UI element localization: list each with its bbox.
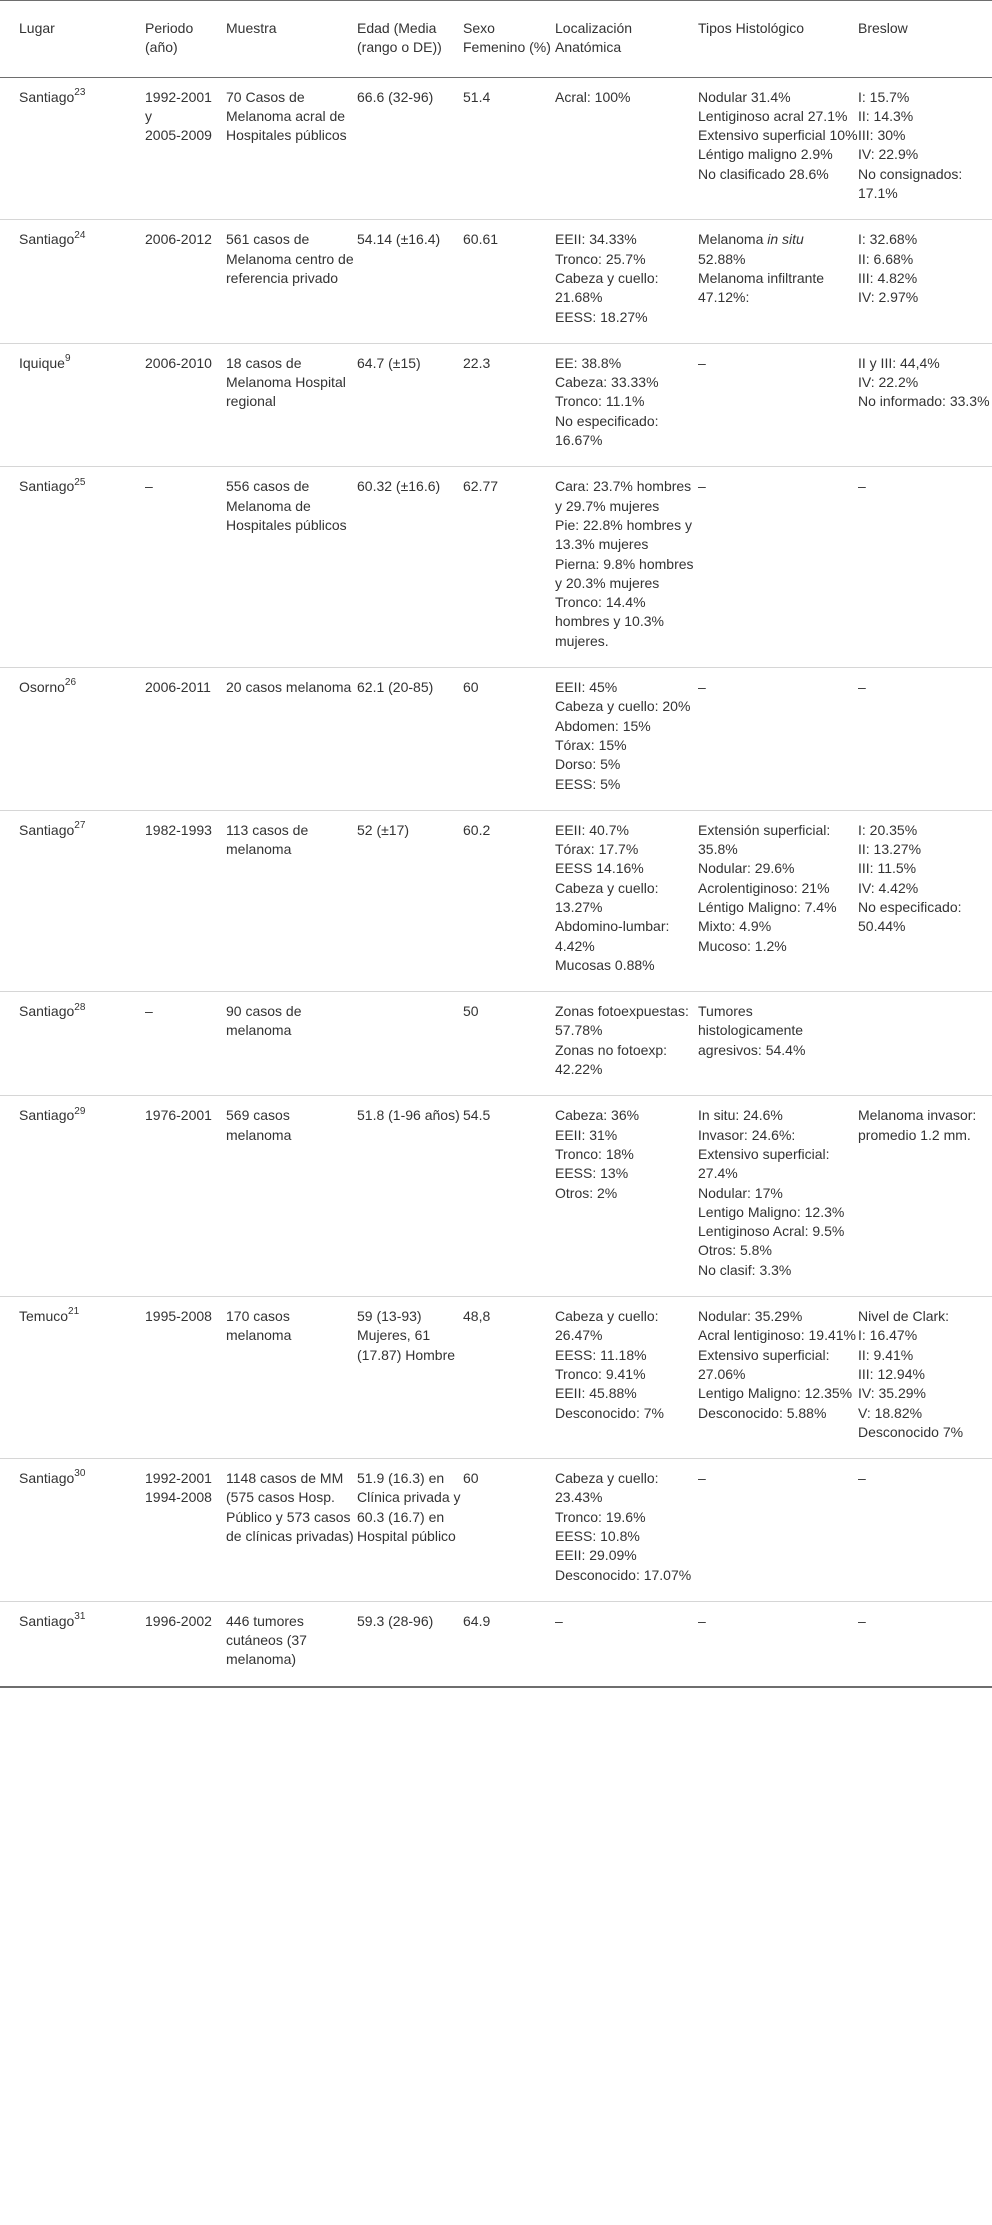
header-periodo: Periodo (año) — [145, 20, 194, 56]
period-line: 1992-2001 — [145, 1470, 212, 1487]
cell-edad: 62.1 (20-85) — [357, 679, 434, 696]
table-row — [0, 1297, 992, 1459]
cell-lugar — [0, 220, 145, 343]
breslow-line: V: 18.82% — [858, 1404, 923, 1421]
cell-muestra: 18 casos de Melanoma Hospital regional — [226, 354, 346, 410]
location-line: EEII: 40.7% — [555, 821, 629, 838]
cell-muestra: 170 casos melanoma — [226, 1308, 292, 1344]
histology-line: Invasor: 24.6%: — [698, 1126, 796, 1143]
histology-line: Mixto: 4.9% — [698, 918, 772, 935]
histology-line: Extensivo superficial: 27.06% — [698, 1346, 830, 1382]
location-line: Zonas no fotoexp: 42.22% — [555, 1041, 668, 1078]
period-line: 2005-2009 — [145, 127, 212, 144]
period-line: 1992-2001 — [145, 88, 212, 105]
histology-italic: in situ — [767, 231, 804, 248]
cell-edad: 51.9 (16.3) en Clínica privada y 60.3 (16.7) en Hospital público — [357, 1470, 461, 1544]
breslow-line: III: 30% — [858, 127, 906, 144]
cell-periodo — [145, 343, 226, 466]
reference-number: 24 — [74, 229, 86, 241]
location-line: EESS: 10.8% — [555, 1528, 640, 1544]
breslow-line: No informado: 33.3% — [858, 393, 990, 410]
breslow-line: III: 12.94% — [858, 1365, 925, 1382]
breslow-line: II: 9.41% — [858, 1346, 914, 1363]
period-line: 1996-2002 — [145, 1612, 212, 1629]
cell-sexo-femenino: 51.4 — [463, 88, 491, 105]
cell-sexo-femenino: 60.2 — [463, 821, 491, 838]
cell-localizacion — [555, 467, 698, 668]
header-tipos-histologico: Tipos Histológico — [698, 20, 805, 36]
cell-tipos-histologico — [698, 1096, 858, 1297]
histology-line: Léntigo Maligno: 7.4% — [698, 898, 837, 915]
histology-line: No clasif: 3.3% — [698, 1261, 792, 1278]
cell-tipos-histologico — [698, 668, 858, 811]
histology-line: No clasificado 28.6% — [698, 165, 829, 182]
breslow-line: – — [858, 1470, 866, 1487]
cell-sexo-femenino: 48,8 — [463, 1308, 491, 1325]
cell-breslow — [858, 810, 992, 991]
location-line: Abdomen: 15% — [555, 717, 651, 734]
cell-sexo-femenino: 22.3 — [463, 354, 491, 371]
reference-number: 9 — [64, 353, 71, 365]
location-line: Pie: 22.8% hombres y 13.3% mujeres — [555, 516, 692, 553]
period-line: – — [145, 478, 153, 495]
place-name: Santiago — [19, 1612, 75, 1629]
cell-lugar — [0, 467, 145, 668]
table-row — [0, 467, 992, 668]
cell-sexo-femenino: 60.61 — [463, 231, 499, 248]
cell-edad: 52 (±17) — [357, 821, 410, 838]
breslow-line: – — [858, 1612, 866, 1629]
cell-muestra: 90 casos de melanoma — [226, 1003, 302, 1039]
table-body — [0, 77, 992, 1687]
cell-lugar — [0, 343, 145, 466]
breslow-line: II: 6.68% — [858, 250, 914, 267]
table-row — [0, 668, 992, 811]
breslow-line: IV: 2.97% — [858, 289, 919, 306]
header-lugar: Lugar — [19, 20, 55, 36]
histology-line: Extensión superficial: 35.8% — [698, 821, 831, 858]
histology-line: Mucoso: 1.2% — [698, 937, 787, 954]
cell-tipos-histologico — [698, 1601, 858, 1686]
histology-line: Lentiginoso Acral: 9.5% — [698, 1223, 845, 1240]
breslow-line: III: 11.5% — [858, 860, 917, 877]
histology-line: Extensivo superficial: 27.4% — [698, 1145, 830, 1182]
cell-localizacion — [555, 343, 698, 466]
header-breslow: Breslow — [858, 20, 908, 36]
cell-muestra: 70 Casos de Melanoma acral de Hospitales públicos — [226, 88, 347, 144]
cell-edad — [357, 992, 463, 1096]
histology-line: Lentigo Maligno: 12.3% — [698, 1203, 845, 1220]
cell-periodo — [145, 1601, 226, 1686]
reference-number: 27 — [74, 820, 86, 832]
location-line: EESS: 18.27% — [555, 308, 648, 325]
header-localizacion: Localización Anatómica — [555, 20, 633, 56]
place-name: Santiago — [19, 1470, 75, 1487]
location-line: Pierna: 9.8% hombres y 20.3% mujeres — [555, 555, 694, 591]
cell-breslow — [858, 1459, 992, 1602]
location-line: Tronco: 25.7% — [555, 250, 646, 267]
cell-sexo-femenino: 64.9 — [463, 1612, 491, 1629]
cell-sexo-femenino: 60 — [463, 1470, 479, 1487]
table-row — [0, 1601, 992, 1686]
breslow-line: No consignados: 17.1% — [858, 165, 963, 202]
location-line: Tórax: 17.7% — [555, 841, 639, 858]
reference-number: 29 — [74, 1105, 86, 1117]
location-line: Tronco: 19.6% — [555, 1508, 646, 1525]
cell-muestra: 556 casos de Melanoma de Hospitales públicos — [226, 478, 347, 533]
cell-periodo — [145, 668, 226, 811]
cell-edad: 60.32 (±16.6) — [357, 478, 441, 495]
location-line: Cara: 23.7% hombres y 29.7% mujeres — [555, 478, 692, 514]
location-line: – — [555, 1612, 563, 1629]
location-line: Cabeza: 36% — [555, 1107, 640, 1124]
cell-breslow — [858, 220, 992, 343]
histology-line: – — [698, 1470, 706, 1487]
breslow-line: Melanoma invasor: promedio 1.2 mm. — [858, 1107, 977, 1143]
location-line: EEII: 34.33% — [555, 231, 637, 248]
location-line: EE: 38.8% — [555, 354, 622, 371]
histology-line: Nodular: 17% — [698, 1184, 783, 1201]
table-row — [0, 1459, 992, 1602]
cell-lugar — [0, 1096, 145, 1297]
breslow-line: I: 16.47% — [858, 1327, 918, 1344]
cell-muestra: 446 tumores cutáneos (37 melanoma) — [226, 1612, 307, 1668]
reference-number: 31 — [74, 1611, 86, 1623]
histology-line: Nodular: 29.6% — [698, 860, 795, 877]
cell-tipos-histologico — [698, 467, 858, 668]
breslow-line: IV: 35.29% — [858, 1385, 926, 1402]
cell-localizacion — [555, 810, 698, 991]
cell-muestra: 1148 casos de MM (575 casos Hosp. Público y 573 casos de clínicas privadas) — [226, 1470, 354, 1544]
location-line: Tronco: 18% — [555, 1145, 634, 1162]
histology-line: – — [698, 354, 706, 371]
place-name: Osorno — [19, 679, 65, 696]
histology-line: Melanoma infiltrante 47.12%: — [698, 269, 825, 306]
location-line: Otros: 2% — [555, 1184, 618, 1201]
histology-line: Léntigo maligno 2.9% — [698, 146, 833, 163]
histology-line: Acrolentiginoso: 21% — [698, 879, 830, 896]
location-line: Cabeza y cuello: 13.27% — [555, 879, 659, 915]
breslow-line: – — [858, 478, 866, 495]
location-line: No especificado: 16.67% — [555, 412, 659, 449]
table-header — [0, 1, 992, 78]
cell-edad: 51.8 (1-96 años) — [357, 1107, 460, 1124]
table-row — [0, 77, 992, 220]
location-line: Acral: 100% — [555, 88, 631, 105]
period-line: 2006-2011 — [145, 679, 211, 696]
reference-number: 28 — [74, 1001, 86, 1013]
place-name: Santiago — [19, 821, 75, 838]
histology-line — [698, 230, 858, 249]
cell-periodo — [145, 220, 226, 343]
reference-number: 25 — [74, 476, 86, 488]
histology-line: Acral lentiginoso: 19.41% — [698, 1327, 856, 1344]
location-line: EESS: 5% — [555, 775, 621, 792]
cell-breslow — [858, 1096, 992, 1297]
period-line: 1994-2008 — [145, 1489, 212, 1506]
place-name: Santiago — [19, 1003, 75, 1020]
histology-line: Otros: 5.8% — [698, 1242, 772, 1259]
breslow-line: II: 13.27% — [858, 841, 922, 858]
place-name: Santiago — [19, 231, 75, 248]
cell-tipos-histologico — [698, 992, 858, 1096]
period-line: y — [145, 107, 152, 124]
histology-line: Lentigo Maligno: 12.35% — [698, 1385, 853, 1402]
cell-localizacion — [555, 668, 698, 811]
cell-sexo-femenino: 62.77 — [463, 478, 499, 495]
place-name: Santiago — [19, 1107, 75, 1124]
period-line: 1982-1993 — [145, 821, 212, 838]
cell-periodo — [145, 1297, 226, 1459]
period-line: 1976-2001 — [145, 1107, 212, 1124]
breslow-line: II: 14.3% — [858, 107, 914, 124]
location-line: Cabeza y cuello: 21.68% — [555, 269, 659, 306]
cell-muestra: 561 casos de Melanoma centro de referencia privado — [226, 231, 354, 286]
cell-tipos-histologico — [698, 77, 858, 220]
histology-line: Lentiginoso acral 27.1% — [698, 107, 848, 124]
histology-line: – — [698, 679, 706, 696]
cell-breslow — [858, 1297, 992, 1459]
cell-edad: 59.3 (28-96) — [357, 1612, 434, 1629]
table-row — [0, 810, 992, 991]
location-line: Abdomino-lumbar: 4.42% — [555, 918, 670, 954]
breslow-line: – — [858, 679, 866, 696]
histology-line: Desconocido: 5.88% — [698, 1404, 827, 1421]
histology-line: Extensivo superficial 10% — [698, 127, 858, 144]
table-row — [0, 992, 992, 1096]
histology-line: 52.88% — [698, 250, 746, 267]
cell-localizacion — [555, 1459, 698, 1602]
cell-edad: 54.14 (±16.4) — [357, 231, 441, 248]
table-row — [0, 1096, 992, 1297]
breslow-line: II y III: 44,4% — [858, 354, 940, 371]
cell-breslow — [858, 77, 992, 220]
location-line: EESS: 13% — [555, 1165, 629, 1182]
location-line: EEII: 45% — [555, 679, 618, 696]
histology-prefix: Melanoma — [698, 231, 768, 248]
reference-number: 26 — [64, 677, 77, 689]
table-row — [0, 343, 992, 466]
location-line: EESS 14.16% — [555, 860, 644, 877]
cell-periodo — [145, 810, 226, 991]
reference-number: 23 — [74, 86, 86, 98]
cell-breslow — [858, 668, 992, 811]
header-edad: Edad (Media (rango o DE)) — [357, 20, 442, 56]
cell-periodo — [145, 467, 226, 668]
breslow-line: IV: 22.9% — [858, 146, 919, 163]
place-name: Temuco — [19, 1308, 69, 1325]
location-line: Tórax: 15% — [555, 736, 627, 753]
place-name: Iquique — [19, 354, 65, 371]
histology-line: Nodular: 35.29% — [698, 1308, 803, 1325]
breslow-line: I: 32.68% — [858, 231, 918, 248]
cell-breslow — [858, 343, 992, 466]
breslow-line: IV: 4.42% — [858, 879, 919, 896]
cell-localizacion — [555, 1096, 698, 1297]
cell-localizacion — [555, 992, 698, 1096]
location-line: Cabeza y cuello: 20% — [555, 698, 691, 715]
histology-line: – — [698, 478, 706, 495]
reference-number: 21 — [68, 1306, 80, 1318]
cell-tipos-histologico — [698, 810, 858, 991]
table-row — [0, 220, 992, 343]
breslow-line: IV: 22.2% — [858, 374, 919, 391]
cell-sexo-femenino: 54.5 — [463, 1107, 491, 1124]
cell-lugar — [0, 1459, 145, 1602]
cell-periodo — [145, 992, 226, 1096]
cell-tipos-histologico — [698, 1459, 858, 1602]
cell-localizacion — [555, 77, 698, 220]
cell-localizacion — [555, 1601, 698, 1686]
cell-lugar — [0, 77, 145, 220]
location-line: EEII: 29.09% — [555, 1547, 637, 1564]
location-line: Tronco: 11.1% — [555, 393, 645, 410]
location-line: Dorso: 5% — [555, 756, 621, 773]
cell-periodo — [145, 1096, 226, 1297]
cell-muestra: 569 casos melanoma — [226, 1107, 292, 1143]
location-line: Tronco: 14.4% hombres y 10.3% mujeres. — [555, 594, 664, 649]
cell-localizacion — [555, 220, 698, 343]
header-muestra: Muestra — [226, 20, 277, 36]
cell-tipos-histologico — [698, 220, 858, 343]
cell-lugar — [0, 810, 145, 991]
place-name: Santiago — [19, 88, 75, 105]
cell-sexo-femenino: 50 — [463, 1003, 479, 1020]
cell-breslow — [858, 1601, 992, 1686]
breslow-line: No especificado: 50.44% — [858, 898, 962, 935]
place-name: Santiago — [19, 478, 75, 495]
location-line: EEII: 45.88% — [555, 1385, 637, 1402]
cell-periodo — [145, 1459, 226, 1602]
location-line: Desconocido: 7% — [555, 1404, 664, 1421]
header-sexo-femenino: Sexo Femenino (%) — [463, 20, 551, 56]
breslow-line: Nivel de Clark: — [858, 1308, 950, 1325]
location-line: EEII: 31% — [555, 1126, 618, 1143]
cell-lugar — [0, 1601, 145, 1686]
breslow-line: I: 20.35% — [858, 821, 918, 838]
location-line: Cabeza y cuello: 23.43% — [555, 1470, 659, 1506]
cell-muestra: 20 casos melanoma — [226, 679, 352, 696]
location-line: Tronco: 9.41% — [555, 1365, 646, 1382]
cell-edad: 59 (13-93) Mujeres, 61 (17.87) Hombre — [357, 1308, 456, 1363]
cell-lugar — [0, 1297, 145, 1459]
histology-line: Tumores histologicamente agresivos: 54.4% — [698, 1003, 806, 1058]
period-line: 1995-2008 — [145, 1308, 212, 1325]
location-line: Mucosas 0.88% — [555, 956, 655, 973]
location-line: Cabeza y cuello: 26.47% — [555, 1308, 659, 1344]
cell-periodo — [145, 77, 226, 220]
cell-tipos-histologico — [698, 1297, 858, 1459]
reference-number: 30 — [74, 1468, 86, 1480]
cell-lugar — [0, 668, 145, 811]
histology-line: – — [698, 1612, 706, 1629]
histology-line: In situ: 24.6% — [698, 1107, 783, 1124]
cell-breslow — [858, 467, 992, 668]
header-row — [0, 1, 992, 78]
location-line: Desconocido: 17.07% — [555, 1566, 692, 1583]
cell-edad: 66.6 (32-96) — [357, 88, 434, 105]
cell-breslow — [858, 992, 992, 1096]
location-line: Cabeza: 33.33% — [555, 374, 659, 391]
cell-localizacion — [555, 1297, 698, 1459]
cell-lugar — [0, 992, 145, 1096]
cell-muestra: 113 casos de melanoma — [226, 821, 309, 858]
breslow-line: I: 15.7% — [858, 88, 910, 105]
period-line: 2006-2010 — [145, 354, 212, 371]
breslow-line: Desconocido 7% — [858, 1423, 964, 1440]
location-line: Zonas fotoexpuestas: 57.78% — [555, 1003, 689, 1039]
histology-line: Nodular 31.4% — [698, 88, 791, 105]
period-line: 2006-2012 — [145, 231, 212, 248]
breslow-line: III: 4.82% — [858, 269, 918, 286]
period-line: – — [145, 1003, 153, 1020]
cell-edad: 64.7 (±15) — [357, 354, 421, 371]
cell-tipos-histologico — [698, 343, 858, 466]
cell-sexo-femenino: 60 — [463, 679, 479, 696]
location-line: EESS: 11.18% — [555, 1346, 647, 1363]
